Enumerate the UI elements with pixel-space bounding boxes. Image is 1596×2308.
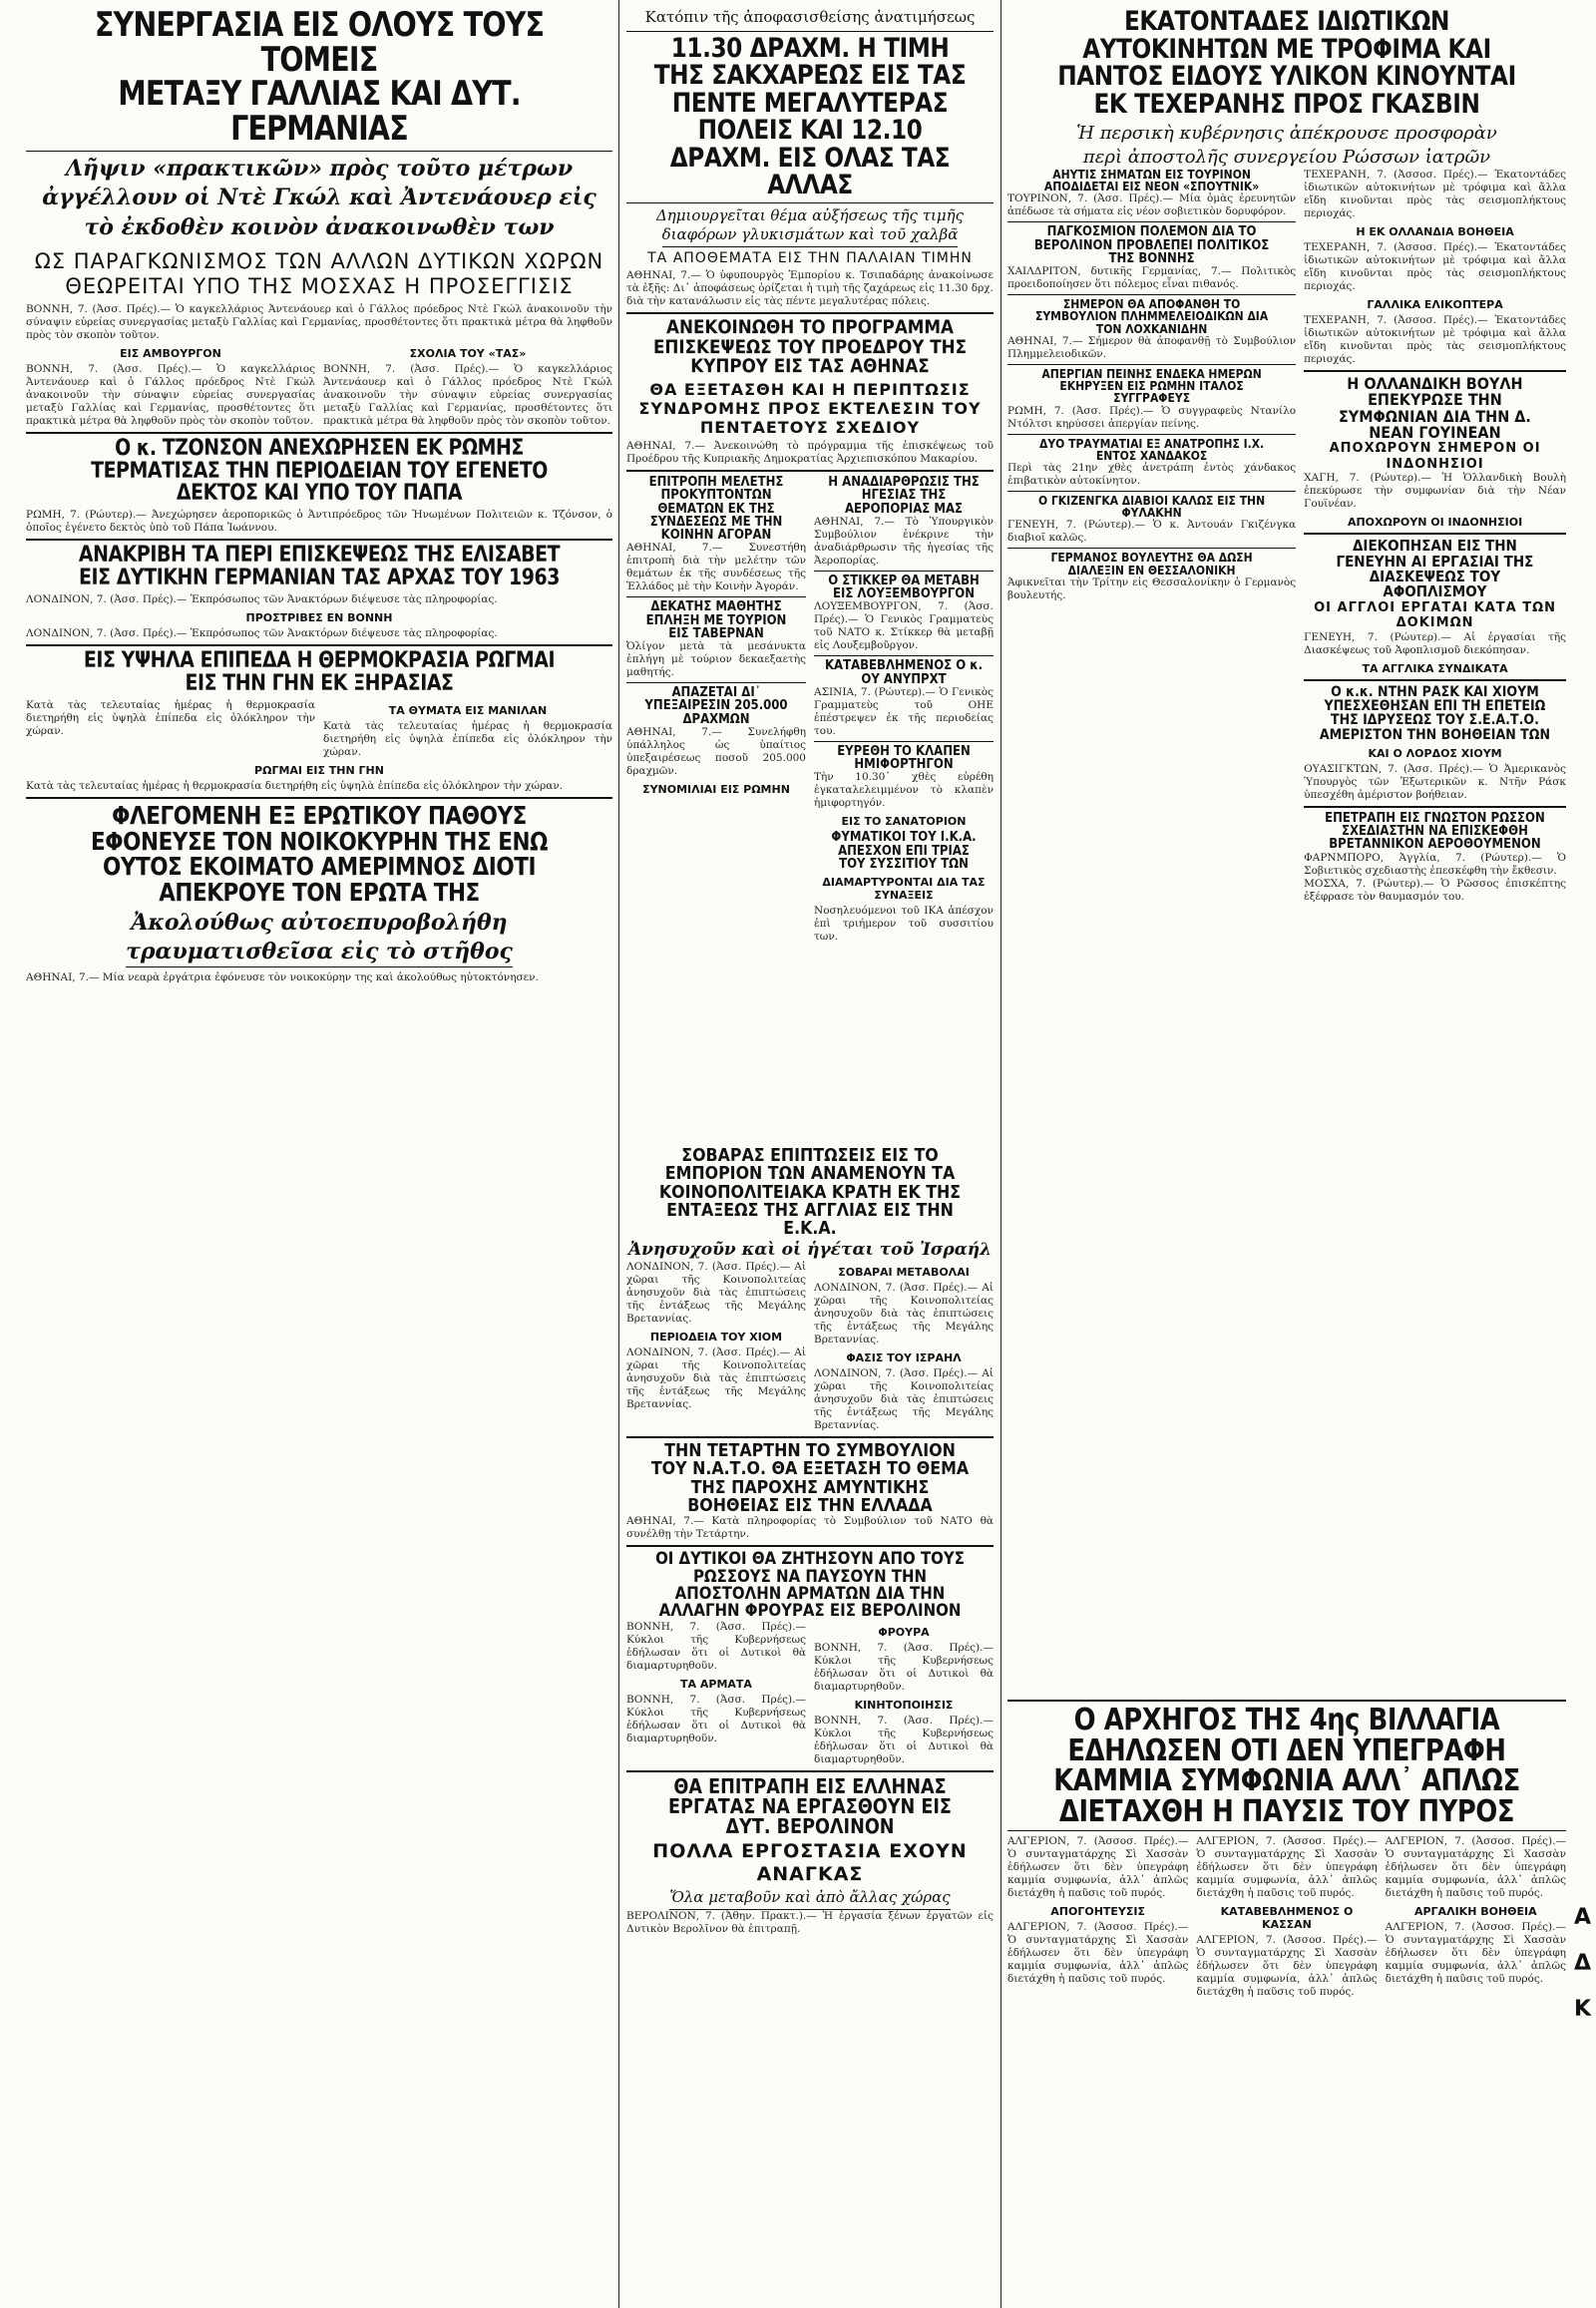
section-heading: ΑΠΟΓΟΗΤΕΥΣΙΣ xyxy=(1050,1905,1146,1919)
column-rule xyxy=(618,0,619,2308)
divider xyxy=(814,571,994,572)
headline: ΕΥΡΕΘΗ ΤΟ ΚΛΑΠΕΝ ΗΜΙΦΟΡΤΗΓΟΝ xyxy=(837,743,971,773)
article-body: ΟΥΑΣΙΓΚΤΩΝ, 7. (Ἀσσ. Πρές).— Ὁ Ἀμερικανὸς Ὑπουργὸς τῶν Ἐξωτερικῶν κ. Ντῆν Ράσκ ὑπεσχέθη ἀμέριστον βοήθειαν. xyxy=(1304,762,1566,801)
section-heading: ΕΙΣ ΑΜΒΟΥΡΓΟΝ xyxy=(120,347,221,361)
section-heading: ΤΑ ΑΡΜΑΤΑ xyxy=(680,1677,752,1691)
headline: ΕΚΑΤΟΝΤΑΔΕΣ ΙΔΙΩΤΙΚΩΝ ΑΥΤΟΚΙΝΗΤΩΝ ΜΕ ΤΡΟΦΙΜΑ ΚΑΙ ΠΑΝΤΟΣ ΕΙΔΟΥΣ ΥΛΙΚΟΝ ΚΙΝΟΥΝΤΑΙ ΕΚ ΤΕΧΕΡΑΝΗΣ ΠΡΟΣ ΓΚΑΣΒΙΝ xyxy=(1057,8,1516,120)
headline: ΜΕΤΑΞΥ ΓΑΛΛΙΑΣ ΚΑΙ ΔΥΤ. ΓΕΡΜΑΝΙΑΣ xyxy=(118,74,521,150)
section-heading: ΚΑΙ Ο ΛΟΡΔΟΣ ΧΙΟΥΜ xyxy=(1368,746,1502,760)
subheadline: Λῆψιν «πρακτικῶν» πρὸς τοῦτο μέτρων ἀγγέλλουν οἱ Ντὲ Γκώλ καὶ Ἀντενάουερ εἰς τὸ ἐκδοθὲν κοινὸν ἀνακοινωθὲν των xyxy=(42,155,597,241)
article-body: ΑΛΓΕΡΙΟΝ, 7. (Ἀσσοσ. Πρές).— Ὁ συνταγματάρχης Σὶ Χασσὰν ἐδήλωσεν ὅτι δὲν ὑπεγράφη καμμία συμφωνία, ἀλλ᾽ ἁπλῶς διετάχθη ἡ παῦσις τοῦ πυρός. xyxy=(1385,1835,1566,1900)
headline: Η ΑΝΑΔΙΑΡΘΡΩΣΙΣ ΤΗΣ ΗΓΕΣΙΑΣ ΤΗΣ ΑΕΡΟΠΟΡΙΑΣ ΜΑΣ xyxy=(828,475,980,517)
headline: 11.30 ΔΡΑΧΜ. Η ΤΙΜΗ ΤΗΣ ΣΑΚΧΑΡΕΩΣ ΕΙΣ ΤΑΣ ΠΕΝΤΕ ΜΕΓΑΛΥΤΕΡΑΣ ΠΟΛΕΙΣ ΚΑΙ 12.10 ΔΡΑΧΜ. ΕΙΣ ΟΛΑΣ ΤΑΣ ΑΛΛΑΣ xyxy=(653,32,967,201)
column-left xyxy=(26,8,612,2302)
headline: Ο ΣΤΙΚΚΕΡ ΘΑ ΜΕΤΑΒΗ ΕΙΣ ΛΟΥΞΕΜΒΟΥΡΓΟΝ xyxy=(828,573,980,602)
article-body: ΛΟΝΔΙΝΟΝ, 7. (Ἀσσ. Πρές).— Ἐκπρόσωπος τῶν Ἀνακτόρων διέψευσε τὰς πληροφορίας. xyxy=(26,593,498,606)
divider xyxy=(26,151,612,152)
section-heading: ΣΧΟΛΙΑ ΤΟΥ «ΤΑΣ» xyxy=(409,347,527,361)
section-heading: ΚΑΤΑΒΕΒΛΗΜΕΝΟΣ Ο ΚΑΣΣΑΝ xyxy=(1220,1905,1354,1932)
headline: ΔΙΕΚΟΠΗΣΑΝ ΕΙΣ ΤΗΝ ΓΕΝΕΥΗΝ ΑΙ ΕΡΓΑΣΙΑΙ ΤΗΣ ΔΙΑΣΚΕΨΕΩΣ ΤΟΥ ΑΦΟΠΛΙΣΜΟΥ xyxy=(1336,537,1534,601)
headline: ΣΥΝΕΡΓΑΣΙΑ ΕΙΣ ΟΛΟΥΣ ΤΟΥΣ ΤΟΜΕΙΣ xyxy=(94,8,545,80)
article-body: Κατὰ τὰς τελευταίας ἡμέρας ἡ θερμοκρασία διετηρήθη εἰς ὑψηλὰ ἐπίπεδα εἰς ὁλόκληρον τὴν χώραν. xyxy=(26,699,315,738)
article-body: ΛΟΝΔΙΝΟΝ, 7. (Ἀσσ. Πρές).— Αἱ χῶραι τῆς Κοινοπολιτείας ἀνησυχοῦν διὰ τὰς ἐπιπτώσεις τῆς ἐντάξεως τῆς Μεγάλης Βρεταννίας. xyxy=(626,1346,806,1410)
divider xyxy=(626,1436,994,1438)
article-body: ΡΩΜΗ, 7. (Ἀσσ. Πρές).— Ὁ συγγραφεὺς Ντανίλο Ντόλτσι κηρύσσει ἀπεργίαν πείνης. xyxy=(1007,404,1297,430)
article-body: ΤΕΧΕΡΑΝΗ, 7. (Ἀσσοσ. Πρές).— Ἑκατοντάδες ἰδιωτικῶν αὐτοκινήτων μὲ τρόφιμα καὶ ἄλλα εἴδη κινοῦνται πρὸς τὰς σεισμοπλήκτους περιοχάς. xyxy=(1304,313,1566,365)
headline: ΑΝΑΚΡΙΒΗ ΤΑ ΠΕΡΙ ΕΠΙΣΚΕΨΕΩΣ ΤΗΣ ΕΛΙΣΑΒΕΤ ΕΙΣ ΔΥΤΙΚΗΝ ΓΕΡΜΑΝΙΑΝ ΤΑΣ ΑΡΧΑΣ ΤΟΥ 1963 xyxy=(78,543,561,590)
caption: ΩΣ ΠΑΡΑΓΚΩΝΙΣΜΟΣ ΤΩΝ ΑΛΛΩΝ ΔΥΤΙΚΩΝ ΧΩΡΩΝ ΘΕΩΡΕΙΤΑΙ ΥΠΟ ΤΗΣ ΜΟΣΧΑΣ Η ΠΡΟΣΕΓΓΙΣΙΣ xyxy=(34,248,604,298)
article-body: ΑΘΗΝΑΙ, 7.— Σήμερον θὰ ἀποφανθῇ τὸ Συμβούλιον Πλημμελειοδικῶν. xyxy=(1007,334,1297,360)
divider xyxy=(626,31,994,32)
article-body: Περὶ τὰς 21ην χθὲς ἀνετράπη ἐντὸς χάνδακος ἐπιβατικὸν αὐτοκίνητον. xyxy=(1007,462,1297,487)
section-heading: ΦΡΟΥΡΑ xyxy=(878,1625,930,1639)
caption: ΑΠΟΧΩΡΟΥΝ ΣΗΜΕΡΟΝ ΟΙ ΙΝΔΟΝΗΣΙΟΙ xyxy=(1329,441,1541,472)
caption: ΘΑ ΕΞΕΤΑΣΘΗ ΚΑΙ Η ΠΕΡΙΠΤΩΣΙΣ ΣΥΝΔΡΟΜΗΣ ΠΡΟΣ ΕΚΤΕΛΕΣΙΝ ΤΟΥ ΠΕΝΤΑΕΤΟΥΣ ΣΧΕΔΙΟΥ xyxy=(638,379,982,437)
edge-letter: Κ xyxy=(1574,1997,1592,2022)
divider xyxy=(626,470,994,472)
article-body: ΒΟΝΝΗ, 7. (Ἀσσ. Πρές).— Κύκλοι τῆς Κυβερνήσεως ἐδήλωσαν ὅτι οἱ Δυτικοὶ θὰ διαμαρτυρηθοῦν. xyxy=(814,1714,994,1765)
article-body: ΒΟΝΝΗ, 7. (Ἀσσ. Πρές).— Ὁ καγκελλάριος Ἀντενάουερ καὶ ὁ Γάλλος πρόεδρος Ντὲ Γκώλ ἀνακοινοῦν τὴν σύναψιν εὐρείας συνεργασίας μεταξὺ Γαλλίας καὶ Γερμανίας, προσθέτοντες ὅτι πρακτικὰ μέτρα θὰ ληφθοῦν πρὸς τὸν σκοπὸν τοῦτον. xyxy=(323,363,612,428)
headline: ΦΛΕΓΟΜΕΝΗ ΕΞ ΕΡΩΤΙΚΟΥ ΠΑΘΟΥΣ ΕΦΟΝΕΥΣΕ ΤΟΝ ΝΟΙΚΟΚΥΡΗΝ ΤΗΣ ΕΝΩ ΟΥΤΟΣ ΕΚΟΙΜΑΤΟ ΑΜΕΡΙΜΝΟΣ ΔΙΟΤΙ ΑΠΕΚΡΟΥΕ ΤΟΝ ΕΡΩΤΑ ΤΗΣ xyxy=(91,801,548,907)
article-body: ΑΛΓΕΡΙΟΝ, 7. (Ἀσσοσ. Πρές).— Ὁ συνταγματάρχης Σὶ Χασσὰν ἐδήλωσεν ὅτι δὲν ὑπεγράφη καμμία συμφωνία, ἀλλ᾽ ἁπλῶς διετάχθη ἡ παῦσις τοῦ πυρός. xyxy=(1007,1835,1189,1900)
article-body: ΒΟΝΝΗ, 7. (Ἀσσ. Πρές).— Κύκλοι τῆς Κυβερνήσεως ἐδήλωσαν ὅτι οἱ Δυτικοὶ θὰ διαμαρτυρηθοῦν. xyxy=(626,1693,806,1744)
article-body: ΛΟΝΔΙΝΟΝ, 7. (Ἀσσ. Πρές).— Αἱ χῶραι τῆς Κοινοπολιτείας ἀνησυχοῦν διὰ τὰς ἐπιπτώσεις τῆς ἐντάξεως τῆς Μεγάλης Βρεταννίας. xyxy=(814,1366,994,1431)
headline: ΕΠΙΤΡΟΠΗ ΜΕΛΕΤΗΣ ΠΡΟΚΥΠΤΟΝΤΩΝ ΘΕΜΑΤΩΝ ΕΚ ΤΗΣ ΣΥΝΔΕΣΕΩΣ ΜΕ ΤΗΝ ΚΟΙΝΗΝ ΑΓΟΡΑΝ xyxy=(648,475,784,544)
divider xyxy=(1304,370,1566,372)
article-body: Νοσηλευόμενοι τοῦ ΙΚΑ ἀπέσχον ἐπὶ τριήμερον τοῦ συσσιτίου των. xyxy=(814,905,994,944)
divider xyxy=(1304,679,1566,681)
column-rule xyxy=(1000,0,1001,2308)
column-middle-lower xyxy=(626,1147,994,2294)
article-body: Κατὰ τὰς τελευταίας ἡμέρας ἡ θερμοκρασία διετηρήθη εἰς ὑψηλὰ ἐπίπεδα εἰς ὁλόκληρον τὴν χώραν. xyxy=(323,720,612,759)
kicker: Κατόπιν τῆς ἀποφασισθείσης ἀνατιμήσεως xyxy=(644,8,976,26)
divider xyxy=(26,644,612,646)
article-body: ΒΟΝΝΗ, 7. (Ἀσσ. Πρές).— Ὁ καγκελλάριος Ἀντενάουερ καὶ ὁ Γάλλος πρόεδρος Ντὲ Γκώλ ἀνακοινοῦν τὴν σύναψιν εὐρείας συνεργασίας μεταξὺ Γαλλίας καὶ Γερμανίας, προσθέτοντες ὅτι πρακτικὰ μέτρα θὰ ληφθοῦν πρὸς τὸν σκοπὸν τοῦτον. xyxy=(26,303,612,342)
headline: ΣΟΒΑΡΑΣ ΕΠΙΠΤΩΣΕΙΣ ΕΙΣ ΤΟ ΕΜΠΟΡΙΟΝ ΤΩΝ ΑΝΑΜΕΝΟΥΝ ΤΑ ΚΟΙΝΟΠΟΛΙΤΕΙΑΚΑ ΚΡΑΤΗ ΕΚ ΤΗΣ ΕΝΤΑΞΕΩΣ ΤΗΣ ΑΓΓΛΙΑΣ ΕΙΣ ΤΗΝ Ε.Κ.Α. xyxy=(658,1147,962,1240)
section-heading: ΡΩΓΜΑΙ ΕΙΣ ΤΗΝ ΓΗΝ xyxy=(254,764,384,778)
edge-letter: Α xyxy=(1574,1905,1592,1930)
article-body: ΤΕΧΕΡΑΝΗ, 7. (Ἀσσοσ. Πρές).— Ἑκατοντάδες ἰδιωτικῶν αὐτοκινήτων μὲ τρόφιμα καὶ ἄλλα εἴδη κινοῦνται πρὸς τὰς σεισμοπλήκτους περιοχάς. xyxy=(1304,240,1566,292)
headline: ΔΕΚΑΤΗΣ ΜΑΘΗΤΗΣ ΕΠΛΗΞΗ ΜΕ ΤΟΥΡΙΟΝ ΕΙΣ ΤΑΒΕΡΝΑΝ xyxy=(645,599,787,641)
subheadline: Ἀκολούθως αὐτοεπυροβολήθη xyxy=(131,910,508,937)
divider xyxy=(26,797,612,799)
article-body: ΛΟΝΔΙΝΟΝ, 7. (Ἀσσ. Πρές).— Αἱ χῶραι τῆς Κοινοπολιτείας ἀνησυχοῦν διὰ τὰς ἐπιπτώσεις τῆς ἐντάξεως τῆς Μεγάλης Βρεταννίας. xyxy=(626,1260,806,1325)
headline: ΟΙ ΔΥΤΙΚΟΙ ΘΑ ΖΗΤΗΣΟΥΝ ΑΠΟ ΤΟΥΣ ΡΩΣΣΟΥΣ ΝΑ ΠΑΥΣΟΥΝ ΤΗΝ ΑΠΟΣΤΟΛΗΝ ΑΡΜΑΤΩΝ ΔΙΑ ΤΗΝ ΑΛΛΑΓΗΝ ΦΡΟΥΡΑΣ ΕΙΣ ΒΕΡΟΛΙΝΟΝ xyxy=(655,1549,965,1622)
article-body: ΑΘΗΝΑΙ, 7.— Συνελήφθη ὑπάλληλος ὡς ὑπαίτιος ὑπεξαιρέσεως ποσοῦ 205.000 δραχμῶν. xyxy=(626,725,806,777)
divider xyxy=(626,1545,994,1547)
divider xyxy=(1007,294,1296,295)
article-body: ΛΟΥΞΕΜΒΟΥΡΓΟΝ, 7. (Ἀσσ. Πρές).— Ὁ Γενικὸς Γραμματεὺς τοῦ ΝΑΤΟ κ. Στίκκερ θὰ μεταβῇ εἰς Λουξεμβοῦργον. xyxy=(814,600,994,652)
section-heading: ΠΕΡΙΟΔΕΙΑ ΤΟΥ ΧΙΟΜ xyxy=(649,1330,783,1344)
subheadline: διαφόρων γλυκισμάτων καὶ τοῦ χαλβᾶ xyxy=(662,225,959,247)
headline: Ο ΑΡΧΗΓΟΣ ΤΗΣ 4ης ΒΙΛΛΑΓΙΑ ΕΔΗΛΩΣΕΝ ΟΤΙ ΔΕΝ ΥΠΕΓΡΑΦΗ ΚΑΜΜΙΑ ΣΥΜΦΩΝΙΑ ΑΛΛ᾽ ΑΠΛΩΣ ΔΙΕΤΑΧΘΗ Η ΠΑΥΣΙΣ ΤΟΥ ΠΥΡΟΣ xyxy=(1053,1703,1520,1829)
article-body: ΧΑΓΗ, 7. (Ρώυτερ).— Ἡ Ὁλλανδικὴ Βουλὴ ἐπεκύρωσε τὴν συμφωνίαν διὰ τὴν Νέαν Γουϊνέαν. xyxy=(1304,472,1566,511)
headline: ΑΠΑΖΕΤΑΙ ΔΙ᾽ ΥΠΕΞΑΙΡΕΣΙΝ 205.000 ΔΡΑΧΜΩΝ xyxy=(644,685,788,727)
divider xyxy=(814,655,994,656)
headline: ΠΑΓΚΟΣΜΙΟΝ ΠΟΛΕΜΟΝ ΔΙΑ ΤΟ ΒΕΡΟΛΙΝΟΝ ΠΡΟΒΛΕΠΕΙ ΠΟΛΙΤΙΚΟΣ ΤΗΣ ΒΟΝΝΗΣ xyxy=(1033,224,1270,266)
caption: ΠΟΛΛΑ ΕΡΓΟΣΤΑΣΙΑ ΕΧΟΥΝ ΑΝΑΓΚΑΣ xyxy=(652,1839,968,1885)
article-body: Τὴν 10.30᾽ χθὲς εὑρέθη ἐγκαταλελειμμένον τὸ κλαπὲν ἡμιφορτηγόν. xyxy=(814,771,994,810)
headline: ΘΑ ΕΠΙΤΡΑΠΗ ΕΙΣ ΕΛΛΗΝΑΣ ΕΡΓΑΤΑΣ ΝΑ ΕΡΓΑΣΘΟΥΝ ΕΙΣ ΔΥΤ. ΒΕΡΟΛΙΝΟΝ xyxy=(668,1773,952,1839)
article-body: ΑΛΓΕΡΙΟΝ, 7. (Ἀσσοσ. Πρές).— Ὁ συνταγματάρχης Σὶ Χασσὰν ἐδήλωσεν ὅτι δὲν ὑπεγράφη καμμία συμφωνία, ἀλλ᾽ ἁπλῶς διετάχθη ἡ παῦσις τοῦ πυρός. xyxy=(1385,1921,1566,1986)
article-body: Ἀφικνεῖται τὴν Τρίτην εἰς Θεσσαλονίκην ὁ Γερμανὸς βουλευτής. xyxy=(1007,576,1297,601)
section-heading: ΔΙΑΜΑΡΤΥΡΟΝΤΑΙ ΔΙΑ ΤΑΣ ΣΥΝΑΞΕΙΣ xyxy=(822,876,986,903)
article-body: Ὀλίγον μετὰ τὰ μεσάνυκτα ἐπλήγη μὲ τούριον δεκαεξαετὴς μαθητής. xyxy=(626,640,806,679)
section-heading: ΤΑ ΑΓΓΛΙΚΑ ΣΥΝΔΙΚΑΤΑ xyxy=(1362,661,1508,675)
headline: ΣΗΜΕΡΟΝ ΘΑ ΑΠΟΦΑΝΘΗ ΤΟ ΣΥΜΒΟΥΛΙΟΝ ΠΛΗΜΜΕΛΕΙΟΔΙΚΩΝ ΔΙΑ ΤΟΝ ΛΟΧΚΑΝΙΔΗΝ xyxy=(1034,297,1269,336)
subheadline: Ἀνησυχοῦν καὶ οἱ ἡγέται τοῦ Ἰσραήλ xyxy=(627,1239,993,1260)
divider xyxy=(1007,434,1296,435)
article-body: ΡΩΜΗ, 7. (Ρώυτερ).— Ἀνεχώρησεν ἀεροπορικῶς ὁ Ἀντιπρόεδρος τῶν Ἡνωμένων Πολιτειῶν κ. Τζόνσον, ὁ ὁποῖος ἐγένετο δεκτὸς ὑπὸ τοῦ Πάπα Ἰωάννου. xyxy=(26,509,612,535)
article-body: ΧΑΙΛΔΡΙΤΟΝ, δυτικῆς Γερμανίας, 7.— Πολιτικὸς προειδοποίησεν ὅτι πόλεμος εἶναι πιθανός. xyxy=(1007,265,1297,291)
divider xyxy=(1007,1830,1566,1831)
section-heading: ΕΙΣ ΤΟ ΣΑΝΑΤΟΡΙΟΝ xyxy=(841,815,967,829)
section-heading: ΦΑΣΙΣ ΤΟΥ ΙΣΡΑΗΛ xyxy=(846,1350,962,1364)
divider xyxy=(1007,364,1296,365)
divider xyxy=(1007,548,1296,549)
headline: Η ΟΛΛΑΝΔΙΚΗ ΒΟΥΛΗ ΕΠΕΚΥΡΩΣΕ ΤΗΝ ΣΥΜΦΩΝΙΑΝ ΔΙΑ ΤΗΝ Δ. ΝΕΑΝ ΓΟΥΙΝΕΑΝ xyxy=(1339,373,1532,442)
headline: ΕΠΕΤΡΑΠΗ ΕΙΣ ΓΝΩΣΤΟΝ ΡΩΣΣΟΝ ΣΧΕΔΙΑΣΤΗΝ ΝΑ ΕΠΙΣΚΕΦΘΗ ΒΡΕΤΑΝΝΙΚΟΝ ΑΕΡΟΘΟΥΜΕΝΟΝ xyxy=(1325,810,1545,853)
subheadline: περὶ ἀποστολῆς συνεργείου Ρώσσων ἰατρῶν xyxy=(1082,146,1491,168)
divider xyxy=(626,202,994,203)
edge-fragment xyxy=(1574,1895,1596,2095)
divider xyxy=(1304,533,1566,535)
headline: ΑΠΕΡΓΙΑΝ ΠΕΙΝΗΣ ΕΝΔΕΚΑ ΗΜΕΡΩΝ ΕΚΗΡΥΞΕΝ ΕΙΣ ΡΩΜΗΝ ΙΤΑΛΟΣ ΣΥΓΓΡΑΦΕΥΣ xyxy=(1041,366,1262,406)
article-body: ΑΛΓΕΡΙΟΝ, 7. (Ἀσσοσ. Πρές).— Ὁ συνταγματάρχης Σὶ Χασσὰν ἐδήλωσεν ὅτι δὲν ὑπεγράφη καμμία συμφωνία, ἀλλ᾽ ἁπλῶς διετάχθη ἡ παῦσις τοῦ πυρός. xyxy=(1007,1921,1189,1986)
article-body: Κατὰ τὰς τελευταίας ἡμέρας ἡ θερμοκρασία διετηρήθη εἰς ὑψηλὰ ἐπίπεδα εἰς ὁλόκληρον τὴν χώραν. xyxy=(26,780,564,793)
headline: ΓΕΡΜΑΝΟΣ ΒΟΥΛΕΥΤΗΣ ΘΑ ΔΩΣΗ ΔΙΑΛΕΞΙΝ ΕΝ ΘΕΣΣΑΛΟΝΙΚΗ xyxy=(1050,551,1253,577)
divider xyxy=(814,741,994,742)
headline: Ο ΓΚΙΖΕΝΓΚΑ ΔΙΑΒΙΟΙ ΚΑΛΩΣ ΕΙΣ ΤΗΝ ΦΥΛΑΚΗΝ xyxy=(1037,494,1266,521)
article-body: ΤΟΥΡΙΝΟΝ, 7. (Ἀσσ. Πρές).— Μία ὁμὰς ἐρευνητῶν ἀπέδωσε τὰ σήματα εἰς νέον σοβιετικὸν δορυφόρον. xyxy=(1007,192,1297,218)
headline: ΕΙΣ ΥΨΗΛΑ ΕΠΙΠΕΔΑ Η ΘΕΡΜΟΚΡΑΣΙΑ ΡΩΓΜΑΙ ΕΙΣ ΤΗΝ ΓΗΝ ΕΚ ΞΗΡΑΣΙΑΣ xyxy=(83,648,556,696)
article-body: ΑΛΓΕΡΙΟΝ, 7. (Ἀσσοσ. Πρές).— Ὁ συνταγματάρχης Σὶ Χασσὰν ἐδήλωσεν ὅτι δὲν ὑπεγράφη καμμία συμφωνία, ἀλλ᾽ ἁπλῶς διετάχθη ἡ παῦσις τοῦ πυρός. xyxy=(1196,1835,1378,1900)
article-body: ΓΕΝΕΥΗ, 7. (Ρώυτερ).— Ὁ κ. Ἀντουάν Γκιζένγκα διαβιοῖ καλῶς. xyxy=(1007,519,1297,545)
divider xyxy=(626,682,806,683)
article-body: ΒΟΝΝΗ, 7. (Ἀσσ. Πρές).— Κύκλοι τῆς Κυβερνήσεως ἐδήλωσαν ὅτι οἱ Δυτικοὶ θὰ διαμαρτυρηθοῦν. xyxy=(626,1620,806,1672)
article-body: ΜΟΣΧΑ, 7. (Ρώυτερ).— Ὁ Ρῶσσος ἐπισκέπτης ἐξέφρασε τὸν θαυμασμόν του. xyxy=(1304,877,1566,903)
caption: ΤΑ ΑΠΟΘΕΜΑΤΑ ΕΙΣ ΤΗΝ ΠΑΛΑΙΑΝ ΤΙΜΗΝ xyxy=(647,249,973,266)
divider xyxy=(1007,221,1296,222)
section-heading: Η ΕΚ ΟΛΛΑΝΔΙΑ ΒΟΗΘΕΙΑ xyxy=(1356,224,1514,238)
article-body: ΒΟΝΝΗ, 7. (Ἀσσ. Πρές).— Κύκλοι τῆς Κυβερνήσεως ἐδήλωσαν ὅτι οἱ Δυτικοὶ θὰ διαμαρτυρηθοῦν. xyxy=(814,1641,994,1693)
divider xyxy=(626,596,806,597)
headline: ΤΗΝ ΤΕΤΑΡΤΗΝ ΤΟ ΣΥΜΒΟΥΛΙΟΝ ΤΟΥ Ν.Α.Τ.Ο. ΘΑ ΕΞΕΤΑΣΗ ΤΟ ΘΕΜΑ ΤΗΣ ΠΑΡΟΧΗΣ ΑΜΥΝΤΙΚΗΣ ΒΟΗΘΕΙΑΣ ΕΙΣ ΤΗΝ ΕΛΛΑΔΑ xyxy=(650,1439,970,1516)
article-body: ΒΟΝΝΗ, 7. (Ἀσσ. Πρές).— Ὁ καγκελλάριος Ἀντενάουερ καὶ ὁ Γάλλος πρόεδρος Ντὲ Γκώλ ἀνακοινοῦν τὴν σύναψιν εὐρείας συνεργασίας μεταξὺ Γαλλίας καὶ Γερμανίας, προσθέτοντες ὅτι πρακτικὰ μέτρα θὰ ληφθοῦν πρὸς τὸν σκοπὸν τοῦτον. xyxy=(26,363,315,428)
section-heading: ΣΟΒΑΡΑΙ ΜΕΤΑΒΟΛΑΙ xyxy=(838,1265,970,1279)
article-body: ΑΣΙΝΙΑ, 7. (Ρώυτερ).— Ὁ Γενικὸς Γραμματεὺς τοῦ ΟΗΕ ἐπέστρεψεν ἐκ τῆς περιοδείας του. xyxy=(814,685,994,737)
headline: Ο κ. ΤΖΟΝΣΟΝ ΑΝΕΧΩΡΗΣΕΝ ΕΚ ΡΩΜΗΣ ΤΕΡΜΑΤΙΣΑΣ ΤΗΝ ΠΕΡΙΟΔΕΙΑΝ ΤΟΥ ΕΓΕΝΕΤΟ ΔΕΚΤΟΣ ΚΑΙ ΥΠΟ ΤΟΥ ΠΑΠΑ xyxy=(91,436,548,506)
section-heading: ΚΙΝΗΤΟΠΟΙΗΣΙΣ xyxy=(854,1698,954,1712)
divider xyxy=(26,432,612,434)
divider xyxy=(1304,806,1566,808)
headline: ΦΥΜΑΤΙΚΟΙ ΤΟΥ Ι.Κ.Α. ΑΠΕΣΧΟΝ ΕΠΙ ΤΡΙΑΣ ΤΟΥ ΣΥΣΣΙΤΙΟΥ ΤΩΝ xyxy=(831,830,977,872)
article-body: ΛΟΝΔΙΝΟΝ, 7. (Ἀσσ. Πρές).— Ἐκπρόσωπος τῶν Ἀνακτόρων διέψευσε τὰς πληροφορίας. xyxy=(26,627,498,640)
subheadline: Ὅλα μεταβοῦν καὶ ἀπὸ ἄλλας χώρας xyxy=(669,1888,950,1910)
section-heading: ΓΑΛΛΙΚΑ ΕΛΙΚΟΠΤΕΡΑ xyxy=(1367,297,1503,311)
headline: ΔΥΟ ΤΡΑΥΜΑΤΙΑΙ ΕΞ ΑΝΑΤΡΟΠΗΣ Ι.Χ. ΕΝΤΟΣ ΧΑΝΔΑΚΟΣ xyxy=(1038,436,1265,463)
section-heading: ΣΥΝΟΜΙΛΙΑΙ ΕΙΣ ΡΩΜΗΝ xyxy=(642,782,790,796)
headline: ΑΗΥΤΙΣ ΣΗΜΑΤΩΝ ΕΙΣ ΤΟΥΡΙΝΟΝ ΑΠΟΔΙΔΕΤΑΙ ΕΙΣ ΝΕΟΝ «ΣΠΟΥΤΝΙΚ» xyxy=(1043,167,1260,194)
article-body: ΑΘΗΝΑΙ, 7.— Συνεστήθη ἐπιτροπὴ διὰ τὴν μελέτην τῶν θεμάτων ἐκ τῆς συνδέσεως τῆς Ἑλλάδος μὲ τὴν Κοινὴν Ἀγοράν. xyxy=(626,542,806,593)
section-heading: ΤΑ ΘΥΜΑΤΑ ΕΙΣ ΜΑΝΙΛΑΝ xyxy=(388,704,548,718)
divider xyxy=(626,312,994,314)
divider xyxy=(1007,1700,1566,1702)
edge-letter: Δ xyxy=(1574,1951,1592,1976)
subheadline: Δημιουργεῖται θέμα αὐξήσεως τῆς τιμῆς xyxy=(655,205,965,224)
headline: ΚΑΤΑΒΕΒΛΗΜΕΝΟΣ Ο κ. ΟΥ ΑΝΥΠΡΧΤ xyxy=(824,658,984,687)
article-body: ΑΘΗΝΑΙ, 7.— Ἀνεκοινώθη τὸ πρόγραμμα τῆς ἐπισκέψεως τοῦ Προέδρου τῆς Κυπριακῆς Δημοκρατίας Ἀρχιεπισκόπου Μακαρίου. xyxy=(626,440,994,466)
article-body: ΑΘΗΝΑΙ, 7.— Κατὰ πληροφορίας τὸ Συμβούλιον τοῦ ΝΑΤΟ θὰ συνέλθῃ τὴν Τετάρτην. xyxy=(626,1515,994,1541)
divider xyxy=(1007,491,1296,492)
section-heading: ΠΡΟΣΤΡΙΒΕΣ ΕΝ ΒΟΝΝΗ xyxy=(245,611,393,625)
section-heading: ΑΡΓΑΛΙΚΗ ΒΟΗΘΕΙΑ xyxy=(1413,1905,1537,1919)
bottom-story xyxy=(1007,1696,1566,2304)
article-body: ΒΕΡΟΛΙΝΟΝ, 7. (Ἀθην. Πρακτ.).— Ἡ ἐργασία ξένων ἐργατῶν εἰς Δυτικὸν Βερολῖνον θὰ ἐπιτραπῇ. xyxy=(626,1909,994,1935)
divider xyxy=(26,539,612,541)
headline: Ο κ.κ. ΝΤΗΝ ΡΑΣΚ ΚΑΙ ΧΙΟΥΜ ΥΠΕΣΧΕΘΗΣΑΝ ΕΠΙ ΤΗ ΕΠΕΤΕΙΩ ΤΗΣ ΙΔΡΥΣΕΩΣ ΤΟΥ Σ.Ε.Α.Τ.Ο. ΑΜΕΡΙΣΤΟΝ ΤΗΝ ΒΟΗΘΕΙΑΝ ΤΩΝ xyxy=(1319,683,1551,743)
caption: ΟΙ ΑΓΓΛΟΙ ΕΡΓΑΤΑΙ ΚΑΤΑ ΤΩΝ ΔΟΚΙΜΩΝ xyxy=(1314,599,1557,631)
section-heading: ΑΠΟΧΩΡΟΥΝ ΟΙ ΙΝΔΟΝΗΣΙΟΙ xyxy=(1347,516,1523,530)
article-body: ΑΘΗΝΑΙ, 7.— Μία νεαρὰ ἐργάτρια ἐφόνευσε τὸν νοικοκύρην της καὶ ἀκολούθως ηὐτοκτόνησεν. xyxy=(26,971,539,984)
article-body: ΓΕΝΕΥΗ, 7. (Ρώυτερ).— Αἱ ἐργασίαι τῆς Διασκέψεως τοῦ Ἀφοπλισμοῦ διεκόπησαν. xyxy=(1304,630,1566,656)
article-body: ΑΘΗΝΑΙ, 7.— Ὁ ὑφυπουργὸς Ἐμπορίου κ. Τσιπαδάρης ἀνακοίνωσε τὰ ἑξῆς: Δι᾽ ἀποφάσεως ὁρίζεται ἡ τιμὴ τῆς ζαχάρεως εἰς 11.30 δρχ. διὰ τὴν κατανάλωσιν εἰς τὰς πέντε μεγαλυτέρας πόλεις. xyxy=(626,269,994,308)
divider xyxy=(626,1770,994,1772)
article-body: ΑΘΗΝΑΙ, 7.— Τὸ Ὑπουργικὸν Συμβούλιον ἐνέκρινε τὴν ἀναδιάρθρωσιν τῆς ἡγεσίας τῆς Ἀεροπορίας. xyxy=(814,515,994,567)
subheadline: τραυματισθεῖσα εἰς τὸ στῆθος xyxy=(126,938,513,968)
article-body: ΦΑΡΝΜΠΟΡΟ, Ἀγγλία, 7. (Ρώυτερ).— Ὁ Σοβιετικὸς σχεδιαστὴς ἐπεσκέφθη τὴν ἔκθεσιν. xyxy=(1304,851,1566,877)
headline: ΑΝΕΚΟΙΝΩΘΗ ΤΟ ΠΡΟΓΡΑΜΜΑ ΕΠΙΣΚΕΨΕΩΣ ΤΟΥ ΠΡΟΕΔΡΟΥ ΤΗΣ ΚΥΠΡΟΥ ΕΙΣ ΤΑΣ ΑΘΗΝΑΣ xyxy=(652,316,968,378)
article-body: ΤΕΧΕΡΑΝΗ, 7. (Ἀσσοσ. Πρές).— Ἑκατοντάδες ἰδιωτικῶν αὐτοκινήτων μὲ τρόφιμα καὶ ἄλλα εἴδη κινοῦνται πρὸς τὰς σεισμοπλήκτους περιοχάς. xyxy=(1304,168,1566,219)
subheadline: Ἡ περσικὴ κυβέρνησις ἀπέκρουσε προσφορὰν xyxy=(1076,123,1497,145)
article-body: ΛΟΝΔΙΝΟΝ, 7. (Ἀσσ. Πρές).— Αἱ χῶραι τῆς Κοινοπολιτείας ἀνησυχοῦν διὰ τὰς ἐπιπτώσεις τῆς ἐντάξεως τῆς Μεγάλης Βρεταννίας. xyxy=(814,1281,994,1346)
article-body: ΑΛΓΕΡΙΟΝ, 7. (Ἀσσοσ. Πρές).— Ὁ συνταγματάρχης Σὶ Χασσὰν ἐδήλωσεν ὅτι δὲν ὑπεγράφη καμμία συμφωνία, ἀλλ᾽ ἁπλῶς διετάχθη ἡ παῦσις τοῦ πυρός. xyxy=(1196,1934,1378,1999)
